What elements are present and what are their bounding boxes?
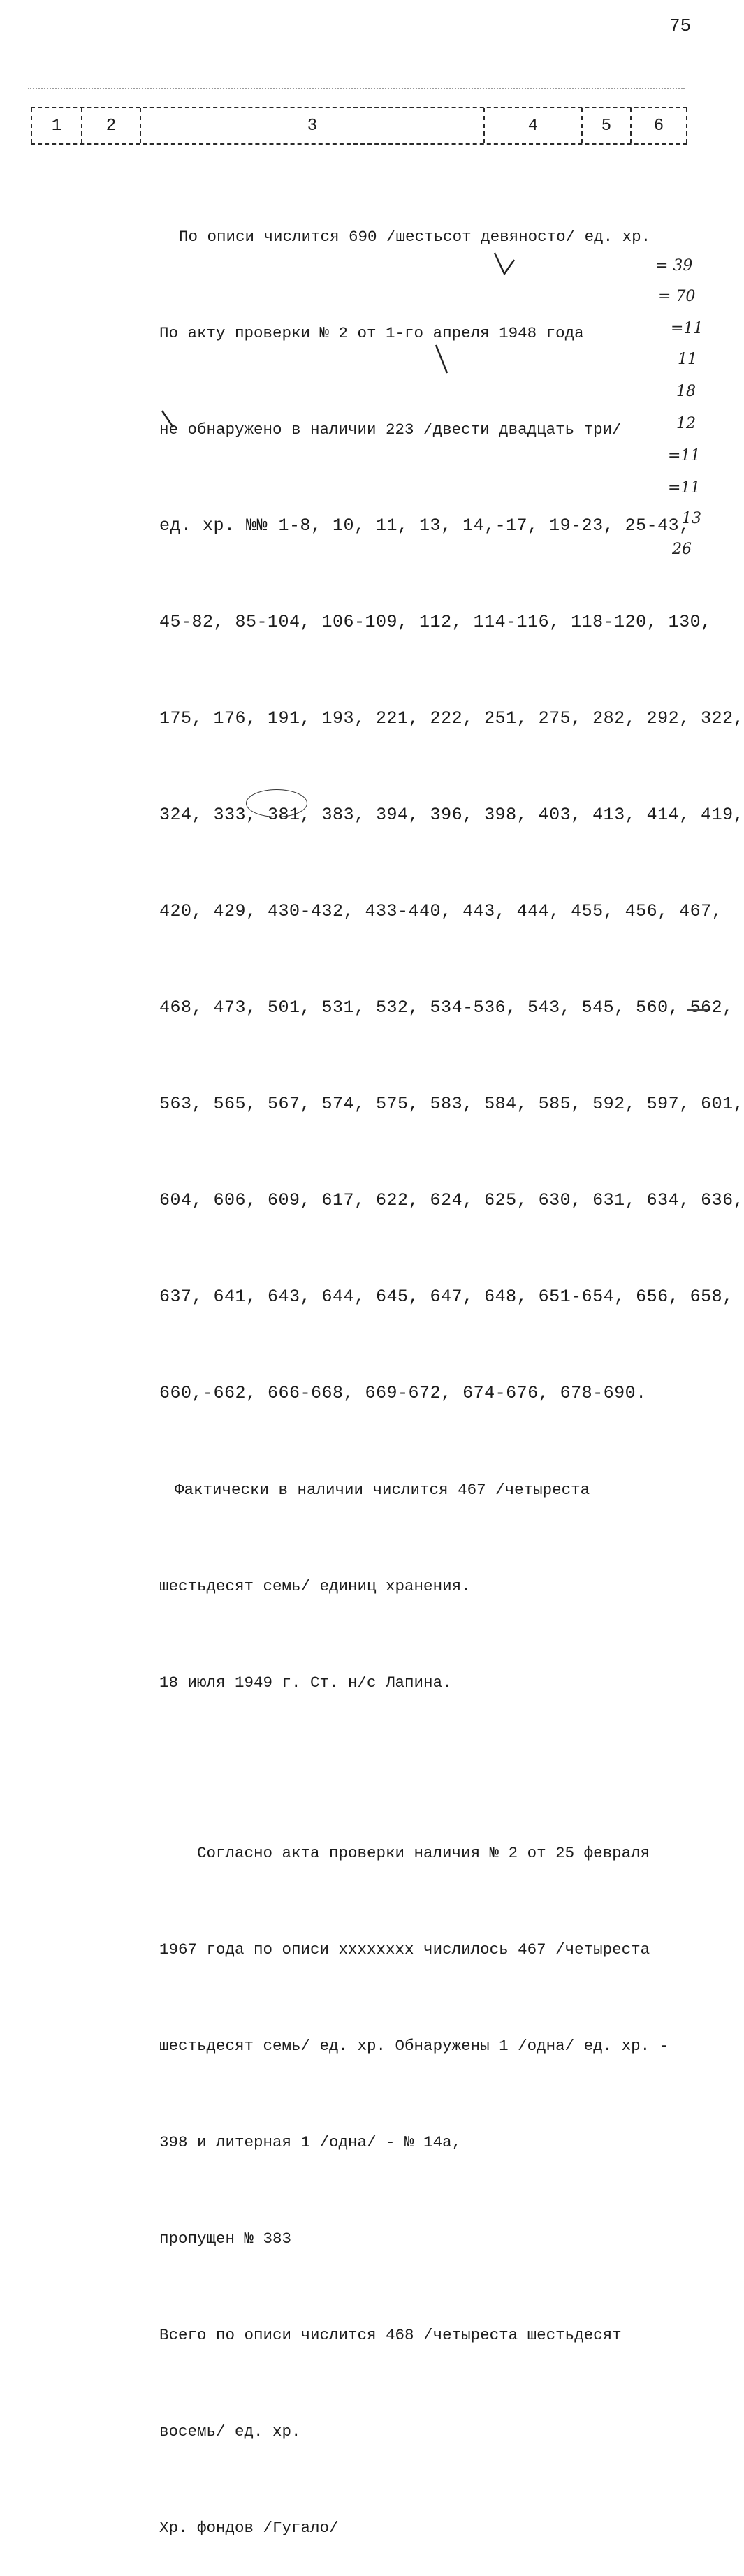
margin-note-4: 11	[678, 351, 697, 368]
text-line-16: 18 июля 1949 г. Ст. н/с Лапина.	[159, 1674, 452, 1692]
text-line-2: По акту проверки № 2 от 1-го апреля 1948 года	[159, 324, 584, 342]
text-line-6: 175, 176, 191, 193, 221, 222, 251, 275, 282, 292, 322,	[159, 708, 744, 729]
margin-note-1: = 39	[655, 257, 693, 275]
margin-note-6: 12	[676, 415, 696, 432]
document-body	[159, 156, 744, 2576]
text-line-18: 1967 года по описи xxxxxxxx числилось 467 /четыреста	[159, 1940, 650, 1959]
text-line-19: шестьдесят семь/ ед. хр. Обнаружены 1 /одна/ ед. хр. -	[159, 2037, 669, 2055]
text-line-20: 398 и литерная 1 /одна/ - № 14а,	[159, 2133, 462, 2151]
text-line-7: 324, 333, 381, 383, 394, 396, 398, 403, 413, 414, 419,	[159, 805, 744, 825]
margin-note-8: =11	[668, 479, 701, 497]
header-col-3: 3	[140, 108, 483, 143]
header-col-4: 4	[483, 108, 581, 143]
dotted-rule	[28, 88, 685, 89]
margin-note-3: =11	[671, 320, 703, 337]
text-line-9: 468, 473, 501, 531, 532, 534-536, 543, 545, 560, 562,	[159, 997, 734, 1018]
header-col-1: 1	[31, 108, 81, 143]
text-line-11: 604, 606, 609, 617, 622, 624, 625, 630, 631, 634, 636,	[159, 1190, 744, 1210]
text-line-13: 660,-662, 666-668, 669-672, 674-676, 678-690.	[159, 1383, 647, 1403]
circle-mark	[246, 789, 307, 817]
text-line-10: 563, 565, 567, 574, 575, 583, 584, 585, 592, 597, 601,	[159, 1094, 744, 1114]
header-table	[31, 107, 687, 145]
text-line-4: ед. хр. №№ 1-8, 10, 11, 13, 14,-17, 19-23, 25-43,	[159, 515, 690, 536]
text-line-5: 45-82, 85-104, 106-109, 112, 114-116, 118-120, 130,	[159, 612, 712, 632]
text-line-23: восемь/ ед. хр.	[159, 2422, 301, 2440]
margin-note-2: = 70	[658, 288, 696, 305]
header-col-2: 2	[81, 108, 140, 143]
margin-note-10: 26	[672, 541, 692, 558]
text-line-21: пропущен № 383	[159, 2230, 292, 2248]
margin-note-9: 13	[682, 510, 701, 527]
text-line-24: Хр. фондов /Гугало/	[159, 2519, 339, 2537]
text-line-14: Фактически в наличии числится 467 /четыреста	[175, 1481, 590, 1499]
text-line-17: Согласно акта проверки наличия № 2 от 25 февраля	[197, 1844, 650, 1862]
text-line-1: По описи числится 690 /шестьсот девяносто/ ед. хр.	[179, 228, 651, 246]
page-number: 75	[669, 15, 692, 36]
text-line-12: 637, 641, 643, 644, 645, 647, 648, 651-654, 656, 658,	[159, 1287, 734, 1307]
text-line-22: Всего по описи числится 468 /четыреста шестьдесят	[159, 2326, 622, 2344]
margin-note-5: 18	[676, 383, 696, 400]
header-col-5: 5	[581, 108, 630, 143]
text-line-15: шестьдесят семь/ единиц хранения.	[159, 1577, 471, 1595]
header-col-6: 6	[630, 108, 687, 143]
text-line-3: не обнаружено в наличии 223 /двести двадцать три/	[159, 420, 622, 439]
margin-note-7: =11	[668, 447, 701, 464]
text-line-8: 420, 429, 430-432, 433-440, 443, 444, 455, 456, 467,	[159, 901, 723, 921]
